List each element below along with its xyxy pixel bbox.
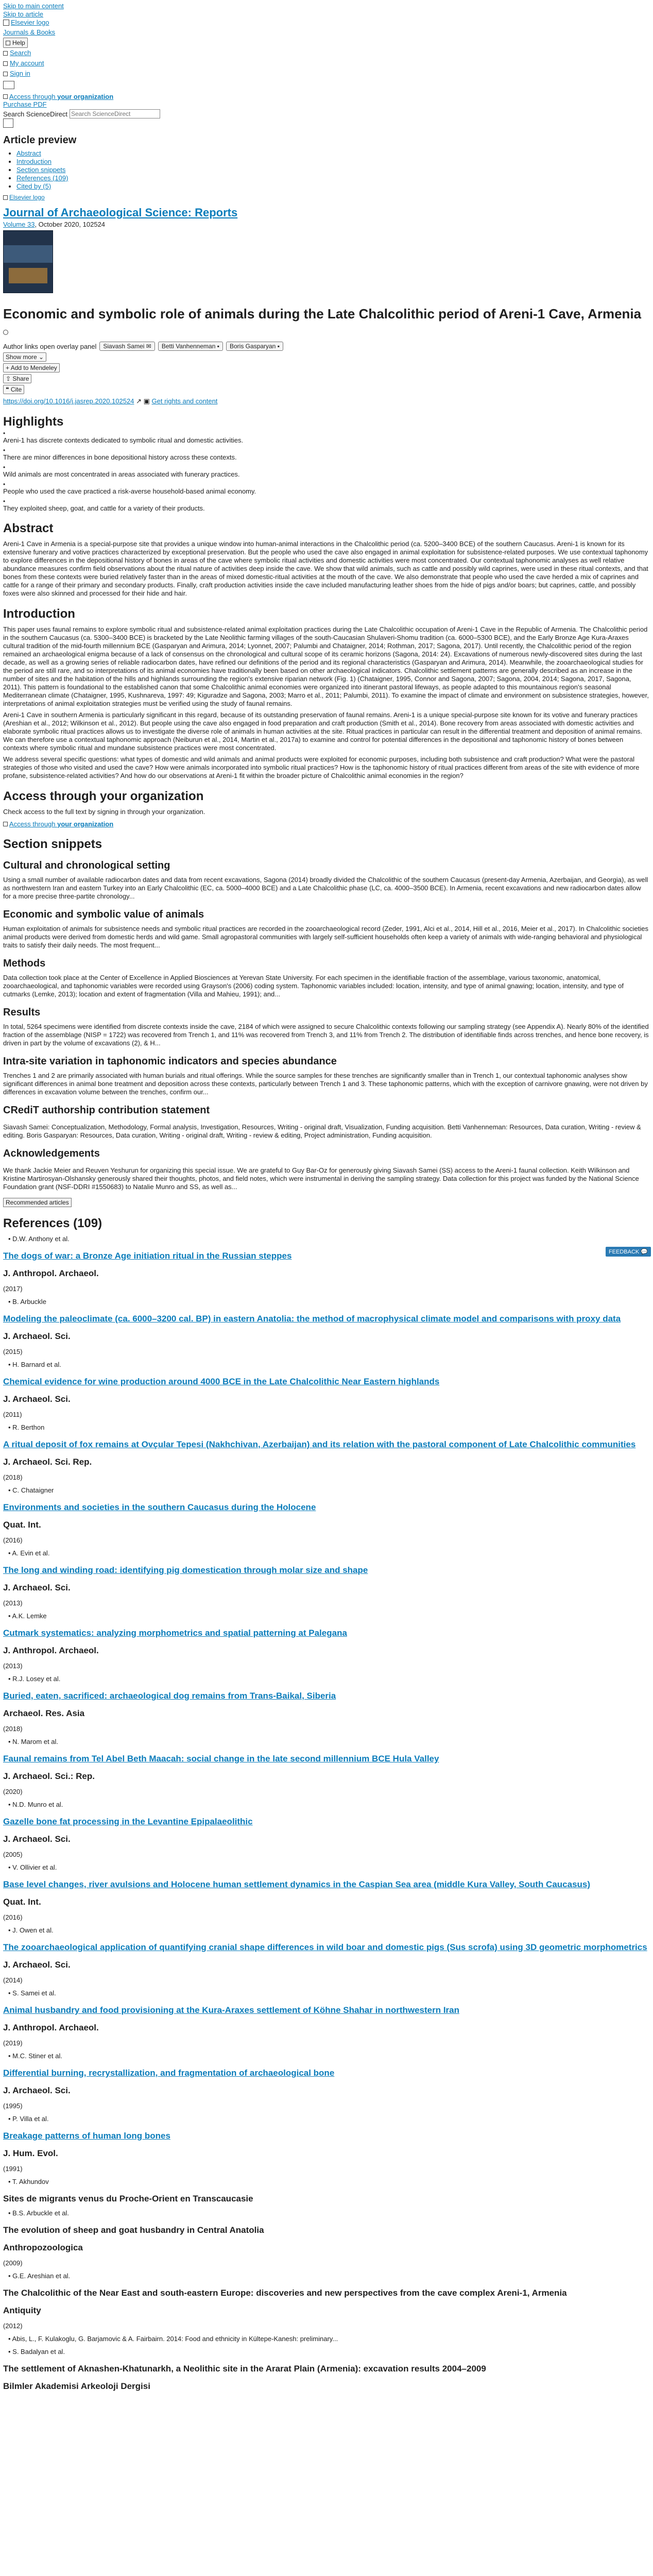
cite-button[interactable]	[3, 385, 24, 394]
reference-year: (2013)	[3, 1599, 23, 1607]
cover-band-2	[9, 268, 47, 283]
reference-item	[3, 1612, 650, 1670]
reference-authors: • H. Barnard et al.	[8, 1361, 61, 1368]
snippet-text: Using a small number of available radiocarbon dates and data from recent excavations, Sagona (2014) broadly divided the Chalcolithic of the southern Caucasus (present-day Armenia, Azerbaijan, and Georgia), as well as northwestern Iran and eastern Turkey into an Early Chalcolithic (EC, ca. 5000–4000 BCE) and a Late Chalcolithic phase (LC, ca. 4000–3500 BCE). In Armenia, recent excavations and new radiocarbon dates allow for a more precise three-partite chronology...	[3, 876, 648, 900]
reference-journal: Antiquity	[3, 2306, 41, 2315]
reference-item	[3, 2335, 650, 2343]
add-mendeley-button[interactable]	[3, 363, 60, 372]
elsevier-logo-alt[interactable]: Elsevier logo	[11, 19, 49, 26]
snippet-title: Cultural and chronological setting	[3, 860, 170, 871]
cover-band	[4, 245, 53, 263]
reference-year: (2018)	[3, 1725, 23, 1733]
header-search-link[interactable]: Search	[10, 49, 31, 57]
reference-journal: J. Hum. Evol.	[3, 2148, 58, 2158]
account-icon	[3, 61, 8, 66]
share-icon: ⇪	[6, 375, 11, 382]
affiliation-icon: ▪	[277, 343, 280, 350]
reference-item	[3, 1298, 650, 1355]
reference-year: (2016)	[3, 1913, 23, 1921]
elsevier-small-link[interactable]: Elsevier logo	[9, 194, 45, 201]
help-button-label: Help	[12, 39, 25, 46]
reference-authors: • V. Ollivier et al.	[8, 1863, 57, 1871]
introduction-heading: Introduction	[3, 607, 75, 621]
reference-title-link[interactable]: A ritual deposit of fox remains at Ovçular Tepesi (Nakhchivan, Azerbaijan) and its relation with the pastoral component of Late Chalcolithic communities	[3, 1439, 636, 1449]
article-title	[3, 306, 650, 338]
doi-line	[3, 397, 650, 405]
toc-section-snippets[interactable]: Section snippets	[16, 166, 66, 174]
reference-title-link[interactable]: Base level changes, river avulsions and Holocene human settlement dynamics in the Caspian Sea area (middle Kura Valley, South Caucasus)	[3, 1879, 591, 1889]
menu-icon[interactable]	[3, 81, 14, 89]
rights-link[interactable]: Get rights and content	[151, 397, 218, 405]
reference-journal: J. Archaeol. Sci.	[3, 1960, 71, 1970]
author-button-samei[interactable]	[99, 342, 154, 351]
reference-journal: J. Archaeol. Sci.	[3, 1331, 71, 1341]
reference-authors: • N.D. Munro et al.	[8, 1801, 63, 1808]
author-button-gasparyan[interactable]	[226, 342, 283, 351]
toc-introduction[interactable]: Introduction	[16, 158, 51, 165]
reference-journal: J. Anthropol. Archaeol.	[3, 2023, 99, 2032]
reference-year: (2014)	[3, 1976, 23, 1984]
reference-item	[3, 1423, 650, 1481]
reference-year: (2012)	[3, 2322, 23, 2330]
external-link-icon: ↗	[136, 397, 142, 405]
reference-journal: J. Archaeol. Sci.	[3, 1394, 71, 1404]
reference-authors: • P. Villa et al.	[8, 2115, 49, 2123]
reference-journal: Quat. Int.	[3, 1897, 41, 1907]
reference-year: (2020)	[3, 1788, 23, 1795]
journal-cover-image[interactable]	[3, 230, 53, 293]
reference-item	[3, 2348, 650, 2392]
doi-link[interactable]: https://doi.org/10.1016/j.jasrep.2020.102524	[3, 397, 134, 405]
access-block-link[interactable]	[9, 820, 113, 828]
reference-year: (2013)	[3, 1662, 23, 1670]
reference-year: (2011)	[3, 1411, 22, 1418]
feedback-label: FEEDBACK	[608, 1249, 640, 1255]
skip-to-article-link[interactable]: Skip to article	[3, 10, 44, 18]
author-name: Siavash Samei	[103, 343, 145, 350]
reference-title-link[interactable]: The zooarchaeological application of quantifying cranial shape differences in wild boar and domestic pigs (Sus scrofa) using 3D geometric morphometrics	[3, 1942, 647, 1952]
reference-year: (2018)	[3, 1473, 23, 1481]
highlight-item: • People who used the cave practiced a risk-averse household-based animal economy.	[3, 484, 650, 495]
elsevier-logo-icon	[3, 20, 9, 26]
snippet-title: Intra-site variation in taphonomic indicators and species abundance	[3, 1056, 337, 1067]
search-input[interactable]	[70, 109, 160, 118]
highlights-heading: Highlights	[3, 415, 64, 429]
reference-journal: J. Anthropol. Archaeol.	[3, 1646, 99, 1655]
reference-journal: Anthropozoologica	[3, 2243, 83, 2252]
reference-title-link[interactable]: Faunal remains from Tel Abel Beth Maacah: social change in the late second millennium BCE Hula Valley	[3, 1754, 439, 1764]
chat-icon: 💬	[641, 1249, 648, 1255]
cite-label: Cite	[10, 386, 22, 393]
journals-books-link[interactable]: Journals & Books	[3, 28, 56, 36]
show-more-label: Show more	[6, 353, 37, 361]
snippet-text: Human exploitation of animals for subsistence needs and symbolic ritual practices are recorded in the zooarchaeological record (Zeder, 1991, Alci et al., 2014, Hill et al., 2016, Meier et al., 2017). In Chalcolithic societies animal products were derived from domestic herds and wild game. Small agropastoral communities with largely self-sufficient households often keep a variety of animals with wide-ranging behavioral and physiological traits to satisfy their daily needs. The most frequent...	[3, 925, 648, 949]
reference-year: (1991)	[3, 2165, 23, 2173]
acknowledgements-heading: Acknowledgements	[3, 1148, 100, 1159]
search-submit-button[interactable]	[3, 118, 13, 128]
reference-authors: • N. Marom et al.	[8, 1738, 59, 1745]
reference-title-link[interactable]: The long and winding road: identifying pig domestication through molar size and shape	[3, 1565, 368, 1575]
access-organization-link[interactable]	[9, 93, 113, 100]
reference-journal: J. Archaeol. Sci. Rep.	[3, 1457, 92, 1467]
reference-year: (2005)	[3, 1851, 23, 1858]
reference-item	[3, 1989, 650, 2047]
reference-journal: Bilmler Akademisi Arkeoloji Dergisi	[3, 2381, 150, 2391]
author-name: Betti Vanhenneman	[161, 343, 216, 350]
reference-authors: • B. Arbuckle	[8, 1298, 46, 1306]
reference-title-link[interactable]: Modeling the paleoclimate (ca. 6000–3200 cal. BP) in eastern Anatolia: the method of macrophysical climate model and comparisons with proxy data	[3, 1314, 621, 1324]
reference-authors: • R.J. Losey et al.	[8, 1675, 61, 1683]
help-button[interactable]	[3, 38, 28, 48]
intro-paragraph: We address several specific questions: what types of domestic and wild animals and animal products were exploited for economic purposes, including both subsistence and craft production? What were the pastoral strategies of those who visited and used the cave? How were animals incorporated into symbolic ritual practices? How is the taphonomic history of ritual practices different from areas of the site with evidence of more profane, subsistence-related activities? And how do our observations at Areni-1 fit within the broader picture of Chalcolithic animal economies in the region?	[3, 755, 640, 779]
preview-heading: Article preview	[3, 134, 77, 146]
reference-item	[3, 2115, 650, 2173]
access-prefix: Access through	[9, 93, 58, 100]
snippet-title: Methods	[3, 958, 46, 969]
reference-item	[3, 1675, 650, 1733]
elsevier-logo-small	[3, 194, 650, 201]
toc-abstract[interactable]: Abstract	[16, 149, 41, 157]
elsevier-small-icon	[3, 195, 8, 200]
reference-item	[3, 2178, 650, 2204]
reference-title: The settlement of Aknashen-Khatunarkh, a Neolithic site in the Ararat Plain (Armenia): excavation results 2004–2009	[3, 2364, 486, 2374]
access-heading: Access through your organization	[3, 789, 204, 803]
journal-title-link[interactable]: Journal of Archaeological Science: Reports	[3, 206, 238, 219]
reference-title-link[interactable]: Buried, eaten, sacrificed: archaeological dog remains from Trans-Baikal, Siberia	[3, 1691, 336, 1701]
reference-journal: J. Archaeol. Sci.	[3, 1583, 71, 1592]
help-icon	[6, 41, 10, 45]
reference-authors: • Abis, L., F. Kulakoglu, G. Barjamovic & A. Fairbairn. 2014: Food and ethnicity in Kültepe-Kanesh: preliminary...	[8, 2335, 338, 2343]
reference-authors: • G.E. Areshian et al.	[8, 2272, 71, 2280]
institution-icon	[3, 94, 8, 99]
reference-year: (1995)	[3, 2102, 23, 2110]
institution-icon	[3, 822, 8, 826]
volume-date: , October 2020, 102524	[35, 221, 106, 228]
volume-line	[3, 221, 650, 228]
references-heading: References (109)	[3, 1216, 102, 1230]
email-icon: ✉	[146, 343, 151, 350]
toc-cited-by[interactable]: Cited by (5)	[16, 182, 51, 190]
reference-title: Sites de migrants venus du Proche-Orient en Transcaucasie	[3, 2194, 253, 2204]
credit-heading: CRediT authorship contribution statement	[3, 1105, 210, 1116]
reference-authors: • A.K. Lemke	[8, 1612, 47, 1620]
reference-item	[3, 1549, 650, 1607]
plus-icon: +	[6, 364, 10, 371]
reference-item	[3, 1235, 650, 1293]
article-title-text: Economic and symbolic role of animals during the Late Chalcolithic period of Areni-1 Cave, Armenia	[3, 306, 642, 321]
reference-item	[3, 2052, 650, 2110]
reference-authors: • T. Akhundov	[8, 2178, 49, 2185]
elsevier-logo-link[interactable]	[3, 19, 650, 26]
references-list	[3, 1235, 650, 2392]
reference-authors: • S. Samei et al.	[8, 1989, 56, 1997]
volume-link[interactable]: Volume 33	[3, 221, 35, 228]
reference-title-link[interactable]: Chemical evidence for wine production around 4000 BCE in the Late Chalcolithic Near Eastern highlands	[3, 1377, 440, 1386]
reference-item	[3, 1801, 650, 1858]
authors-row	[3, 342, 650, 351]
share-button[interactable]	[3, 374, 31, 383]
reference-item	[3, 2209, 650, 2267]
reference-journal: J. Archaeol. Sci.: Rep.	[3, 1771, 95, 1781]
access-block-link-row	[3, 820, 650, 828]
reference-year: (2016)	[3, 1536, 23, 1544]
header-links	[3, 27, 650, 79]
skip-links	[3, 2, 650, 19]
search-icon	[3, 51, 8, 56]
reference-journal: J. Archaeol. Sci.	[3, 1834, 71, 1844]
reference-authors: • D.W. Anthony et al.	[8, 1235, 70, 1243]
add-mendeley-label: Add to Mendeley	[10, 364, 57, 371]
info-icon[interactable]	[3, 330, 8, 335]
reference-year: (2009)	[3, 2259, 23, 2267]
reference-title-link[interactable]: Cutmark systematics: analyzing morphometrics and spatial patterning at Palegana	[3, 1628, 347, 1638]
purchase-pdf-link[interactable]: Purchase PDF	[3, 100, 47, 108]
search-label: Search ScienceDirect	[3, 110, 67, 118]
highlight-item: • They exploited sheep, goat, and cattle for a variety of their products.	[3, 501, 650, 512]
my-account-link[interactable]: My account	[10, 59, 44, 67]
highlight-item: • Wild animals are most concentrated in areas associated with funerary practices.	[3, 467, 650, 478]
sign-in-icon	[3, 72, 8, 76]
show-more-button[interactable]	[3, 352, 46, 362]
reference-authors: • M.C. Stiner et al.	[8, 2052, 62, 2060]
reference-year: (2017)	[3, 1285, 23, 1293]
reference-title-link[interactable]: Differential burning, recrystallization, and fragmentation of archaeological bone	[3, 2068, 335, 2078]
reference-year: (2015)	[3, 1348, 23, 1355]
highlight-item: • There are minor differences in bone depositional history across these contexts.	[3, 450, 650, 461]
cite-icon: ❝	[6, 386, 9, 393]
toc-list	[16, 149, 650, 191]
snippet-text: In total, 5264 specimens were identified from discrete contexts inside the cave, 2184 of which were assigned to secure Chalcolithic contexts following our sampling strategy (see Appendix A). Nearly 80% of the identified fraction of the assemblage (NISP = 1722) was recovered from Trench 1, and 11% was recovered from Trench 3, and 11% from Trench 2. The distribution of identifiable finds across trenches, and hence bone recovery, is driven in part by the volume of excavations (2), & H...	[3, 1023, 649, 1047]
intro-paragraph: Areni-1 Cave in southern Armenia is particularly significant in this regard, because of its outstanding preservation of faunal remains. Areni-1 is a unique special-purpose site known for its votive and funerary practices (Areshian et al., 2012; Wilkinson et al., 2012). But people using the cave also engaged in food preparation and craft production (Smith et al., 2014). Bone recovery from areas associated with domestic activities and elaborate symbolic ritual practices allows us to investigate the diverse role of animals in human activities at the site. Ritual practices in particular can result in the differential treatment and deposition of animal remains. We can therefore use a contextual taphonomic approach (Neiburun et al., 2014, Martin et al., 2017a) to examine and control for potential differences in the depositional and taphonomic history of bones between contexts where symbolic ritual and mundane subsistence practices were most concentrated.	[3, 711, 643, 752]
reference-authors: • B.S. Arbuckle et al.	[8, 2209, 69, 2217]
reference-item	[3, 1486, 650, 1544]
snippet-text: Trenches 1 and 2 are primarily associated with human burials and ritual offerings. While the source samples for these trenches are significantly smaller than in Trench 1, our contextual taphonomic analyses show significant differences in animal bone treatment and deposition across these contexts, particularly between Trench 1 and 3. These taphonomic patterns, which with the exception of carnivore gnawing, were not driven by differences in excavation volume between the trenches, confirm our...	[3, 1072, 648, 1096]
reference-authors: • A. Evin et al.	[8, 1549, 50, 1557]
reference-item	[3, 1361, 650, 1418]
reference-title-link[interactable]: Breakage patterns of human long bones	[3, 2131, 170, 2141]
access-organization-line	[3, 93, 650, 108]
access-text: Check access to the full text by signing in through your organization.	[3, 808, 205, 816]
reference-authors: • C. Chataigner	[8, 1486, 54, 1494]
skip-to-main-link[interactable]: Skip to main content	[3, 2, 64, 10]
reference-authors: • S. Badalyan et al.	[8, 2348, 65, 2355]
access-block-prefix: Access through	[9, 820, 58, 828]
recommended-articles-button[interactable]: Recommended articles	[3, 1198, 72, 1207]
reference-year: (2019)	[3, 2039, 23, 2047]
share-label: Share	[12, 375, 29, 382]
reference-authors: • R. Berthon	[8, 1423, 45, 1431]
snippet-text: Data collection took place at the Center of Excellence in Applied Biosciences at Yerevan State University. For each specimen in the identifiable fraction of the assemblage, various taxonomic, anatomical, zooarchaeological, and taphonomic variables were recorded using Grayson's (2006) coding system. Taphonomic variables included: location, intensity, and type of animal gnawing; location, intensity, and type of cutmarks (Lemke, 2013); location and extent of fragmentation (Villa and Mahieu, 1991); and...	[3, 974, 624, 998]
snippet-title: Economic and symbolic value of animals	[3, 909, 204, 920]
reference-title-link[interactable]: Animal husbandry and food provisioning at the Kura-Araxes settlement of Köhne Shahar in northwestern Iran	[3, 2005, 460, 2015]
sign-in-link[interactable]: Sign in	[10, 70, 30, 77]
intro-paragraph: This paper uses faunal remains to explore symbolic ritual and subsistence-related animal exploitation practices during the Late Chalcolithic occupation of Areni-1 Cave in the Republic of Armenia. The Chalcolithic period in the southern Caucasus (ca. 5300–3400 BCE) is bracketed by the Late Neolithic farming villages of the south-Caucasian Shulaveri-Shomu tradition (ca. 6000–5300 BCE), and the Early Bronze Age Kura-Araxes cultural tradition of the mid-fourth millennium BCE (Gasparyan and Arimura, 2014; Lyonnet, 2007; Palumbi and Chataigner, 2014; Rothman, 2017; Sagona, 2017). Until recently, the Chalcolithic period of the region remained an archaeological enigma because of a lack of consensus on the chronological and cultural scope of its ceramic horizons (Sagona, 2014: 24). Excavations of numerous newly-discovered sites during the last decade, as well as a growing series of reliable radiocarbon dates, have refined our definitions of the period and its regional characteristics (Gasparyan and Arimura, 2014). Meanwhile, the zooarchaeological studies for the period are still rare, and so interpretations of its animal economies have traditionally been based on other archaeological indicators. Chalcolithic settlement patterns are generally described as an increase in the number of sites and the habitation of the hills and highlands surrounding the region's extensive riparian network (Fig. 1) (Chataigner, 1995, Connor and Sagona, 2007; Sagona, 2004, 2014; Sagona, 2017, Sagona, 2011). This pattern is foundational to the established canon that some Chalcolithic animal economies were organized into itinerant pastoral lifeways, as people adapted to this mountainous region's seasonal Mediterranean climate (Chataigner, 1995, Kushnareva, 1997: 49; Kiguradze and Sagona, 2003; Marro et al., 2011; Palumbi, 2011). To examine the impact of climate and environment on subsistence strategies, however, interpretations of animal exploitation strategies must be verified using the study of faunal remains.	[3, 625, 649, 707]
highlight-item: • Areni-1 has discrete contexts dedicated to symbolic ritual and domestic activities.	[3, 433, 650, 444]
chevron-down-icon: ⌄	[39, 353, 44, 361]
snippets-heading: Section snippets	[3, 837, 102, 851]
acknowledgements-text: We thank Jackie Meier and Reuven Yeshurun for organizing this special issue. We are grateful to Guy Bar-Oz for generously giving Siavash Samei (SS) access to the Areni-1 faunal collection. Keith Wilkinson and Kristine Martirosyan-Olshansky generously shared their thoughts, photos, and field notes, which were instrumental in deriving the sampling strategy. Data collection for this project was funded by the National Science Foundation grant (NSF-DDRI #1550683) to Natalie Munro and SS, as well as...	[3, 1166, 639, 1191]
snippet-title: Results	[3, 1007, 41, 1018]
access-block-strong: your organization	[57, 820, 114, 828]
access-strong: your organization	[57, 93, 114, 100]
reference-item	[3, 1738, 650, 1795]
reference-title-link[interactable]: The dogs of war: a Bronze Age initiation ritual in the Russian steppes	[3, 1251, 292, 1261]
affiliation-icon: ▪	[217, 343, 219, 350]
abstract-heading: Abstract	[3, 521, 54, 535]
credit-text: Siavash Samei: Conceptualization, Methodology, Formal analysis, Investigation, Resources, Writing - original draft, Visualization, Funding acquisition. Betti Vanhenneman: Resources, Data curation, Writing - review & editing. Boris Gasparyan: Resources, Data curation, Writing - original draft, Writing - review & editing, Project administration, Funding acquisition.	[3, 1123, 641, 1139]
search-row	[3, 109, 650, 118]
reference-journal: J. Archaeol. Sci.	[3, 2086, 71, 2095]
abstract-text: Areni-1 Cave in Armenia is a special-purpose site that provides a unique window into human-animal interactions in the Chalcolithic period (ca. 5200–3400 BCE) of the southern Caucasus. Areni-1 is known for its extensive funerary and votive practices characterized by exceptional preservation. But the people who used the cave also engaged in animal exploitation for subsistence-related purposes. We use contextual taphonomy to explore differences in the depositional history of bones in areas of the cave where symbolic ritual activities and domestic activities were most concentrated. Our contextual taphonomic analyses as well relative abundance measures confirm field observations about the ritual nature of activities deep inside the cave. We show that wild animals, such as cattle and possibly wild caprines, were used in these ritual contexts, and that bones from these contexts were buried relatively faster than in the areas of mixed domestic-ritual activities at the mouth of the cave. We also demonstrate that people who used the cave herded a mix of caprines and cattle for a range of their primary and secondary products. Finally, craft production activities inside the cave included manufacturing leather shoes from the hide of pigs and/or boars; but caprines, cattle, and possibly foxes were also skinned and processed for their hide and hair.	[3, 540, 648, 597]
reference-title-link[interactable]: Environments and societies in the southern Caucasus during the Holocene	[3, 1502, 316, 1512]
rights-icon: ▣	[143, 397, 150, 405]
reference-item	[3, 2272, 650, 2330]
reference-journal: Quat. Int.	[3, 1520, 41, 1530]
feedback-button[interactable]	[606, 1247, 651, 1257]
author-name: Boris Gasparyan	[229, 343, 276, 350]
author-button-vanhenneman[interactable]	[158, 342, 223, 351]
reference-item	[3, 1926, 650, 1984]
reference-journal: J. Anthropol. Archaeol.	[3, 1268, 99, 1278]
reference-authors: • J. Owen et al.	[8, 1926, 54, 1934]
reference-title-link[interactable]: Gazelle bone fat processing in the Levantine Epipalaeolithic	[3, 1817, 253, 1826]
reference-title: The evolution of sheep and goat husbandry in Central Anatolia	[3, 2225, 264, 2235]
authors-label: Author links open overlay panel	[3, 342, 97, 350]
highlights-list	[3, 433, 650, 512]
reference-journal: Archaeol. Res. Asia	[3, 1708, 85, 1718]
reference-item	[3, 1863, 650, 1921]
toc-references[interactable]: References (109)	[16, 174, 68, 182]
reference-title: The Chalcolithic of the Near East and south-eastern Europe: discoveries and new perspectives from the cave complex Areni-1, Armenia	[3, 2288, 567, 2298]
